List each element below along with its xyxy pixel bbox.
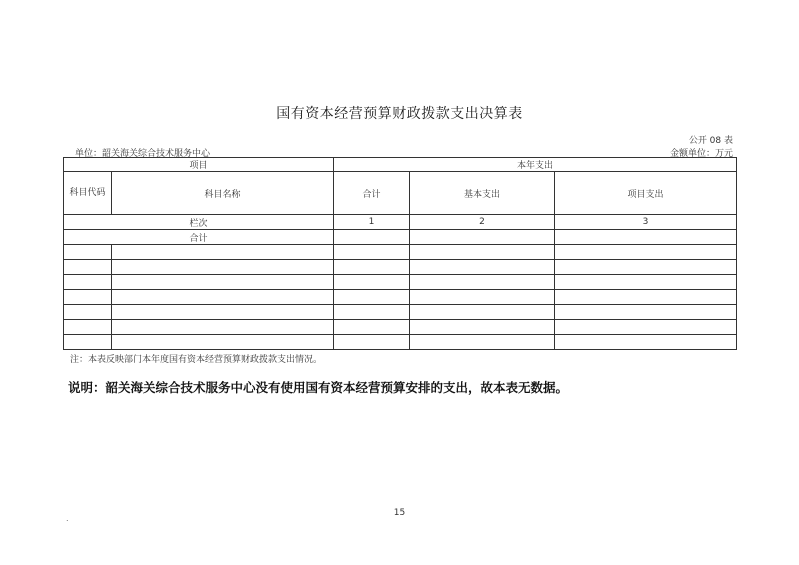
table-cell — [64, 245, 112, 260]
table-subheader-row — [64, 172, 737, 215]
table-cell — [410, 335, 555, 350]
header-total: 合计 — [334, 172, 410, 215]
table-cell — [64, 290, 112, 305]
table-cell — [334, 320, 410, 335]
unit-label: 单位：韶关海关综合技术服务中心 — [75, 149, 211, 159]
table-cell — [112, 290, 334, 305]
table-cell — [555, 335, 737, 350]
total-row — [64, 230, 737, 245]
table-row — [64, 275, 737, 290]
table-cell — [410, 290, 555, 305]
table-cell — [112, 260, 334, 275]
column-index-row — [64, 215, 737, 230]
table-cell — [64, 320, 112, 335]
table-cell — [334, 335, 410, 350]
table-cell — [555, 260, 737, 275]
form-number: 公开 08 表 — [688, 136, 733, 146]
table-cell — [555, 290, 737, 305]
total-row-label: 合计 — [64, 230, 334, 245]
table-cell — [410, 260, 555, 275]
header-project-expenditure: 项目支出 — [555, 172, 737, 215]
page-mark: . — [66, 514, 69, 523]
page-number: 15 — [393, 508, 406, 518]
table-cell — [555, 320, 737, 335]
table-row — [64, 335, 737, 350]
table-row — [64, 245, 737, 260]
col-index-2: 2 — [410, 215, 555, 230]
table-cell — [334, 230, 410, 245]
table-cell — [410, 275, 555, 290]
header-subject-name: 科目名称 — [112, 172, 334, 215]
header-basic-expenditure: 基本支出 — [410, 172, 555, 215]
table-row — [64, 260, 737, 275]
table-cell — [64, 260, 112, 275]
table-header-row — [64, 158, 737, 172]
table-cell — [334, 305, 410, 320]
table-cell — [112, 335, 334, 350]
header-current-year: 本年支出 — [334, 158, 737, 172]
table-cell — [555, 305, 737, 320]
table-cell — [410, 245, 555, 260]
table-row — [64, 320, 737, 335]
explanation-text: 说明：韶关海关综合技术服务中心没有使用国有资本经营预算安排的支出，故本表无数据。 — [68, 380, 569, 395]
col-index-3: 3 — [555, 215, 737, 230]
table-cell — [555, 275, 737, 290]
table-cell — [334, 275, 410, 290]
col-index-1: 1 — [334, 215, 410, 230]
table-cell — [112, 320, 334, 335]
document-title: 国有资本经营预算财政拨款支出决算表 — [276, 106, 523, 122]
table-cell — [334, 260, 410, 275]
table-cell — [410, 320, 555, 335]
table-cell — [334, 290, 410, 305]
table-cell — [112, 245, 334, 260]
table-cell — [334, 245, 410, 260]
table-row — [64, 305, 737, 320]
table-cell — [112, 305, 334, 320]
table-cell — [555, 230, 737, 245]
table-cell — [112, 275, 334, 290]
table-note: 注：本表反映部门本年度国有资本经营预算财政拨款支出情况。 — [70, 355, 323, 365]
row-col-label: 栏次 — [64, 215, 334, 230]
table-row — [64, 290, 737, 305]
table-cell — [64, 335, 112, 350]
amount-unit-label: 金额单位：万元 — [669, 149, 733, 159]
table-cell — [64, 275, 112, 290]
header-subject-code: 科目代码 — [64, 172, 112, 215]
table-cell — [410, 230, 555, 245]
table-cell — [410, 305, 555, 320]
table-cell — [64, 305, 112, 320]
header-project: 项目 — [64, 158, 334, 172]
expenditure-table — [63, 157, 737, 350]
table-cell — [555, 245, 737, 260]
